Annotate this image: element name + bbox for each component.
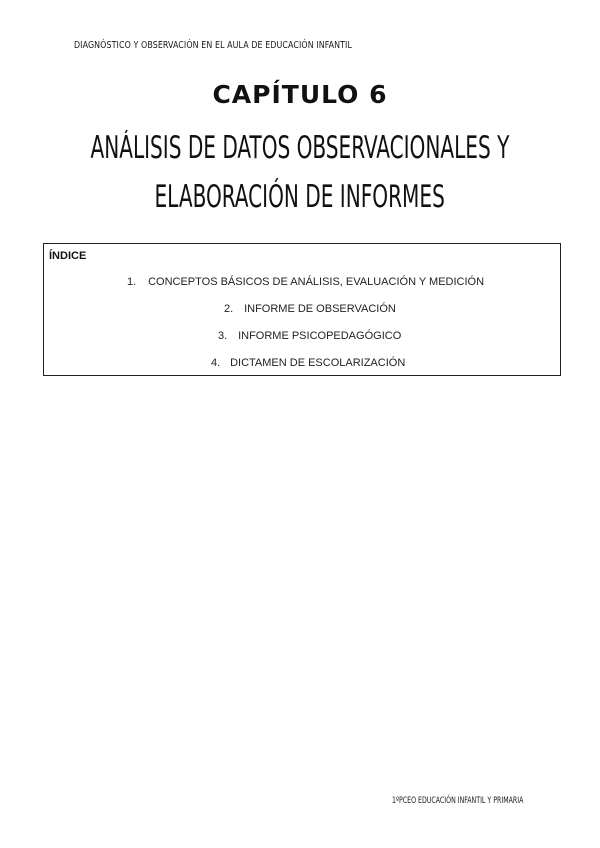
index-item-text: INFORME DE OBSERVACIÓN — [244, 303, 396, 315]
chapter-title-line-1 — [0, 124, 600, 173]
chapter-title — [0, 124, 600, 222]
index-item-number: 1. — [127, 276, 137, 288]
index-heading: ÍNDICE — [49, 250, 87, 262]
running-header: DIAGNÓSTICO Y OBSERVACIÓN EN EL AULA DE EDUCACIÓN INFANTIL — [74, 40, 352, 51]
chapter-title-line-2-text: ELABORACIÓN DE INFORMES — [154, 179, 446, 215]
chapter-title-line-1-text: ANÁLISIS DE DATOS OBSERVACIONALES Y — [90, 130, 510, 166]
index-item-number: 2. — [224, 303, 234, 315]
index-item-text: DICTAMEN DE ESCOLARIZACIÓN — [230, 357, 406, 369]
index-box — [43, 243, 561, 376]
index-item-4 — [211, 357, 405, 369]
footer-note: 1ºPCEO EDUCACIÓN INFANTIL Y PRIMARIA — [392, 796, 524, 806]
index-item-number: 3. — [218, 330, 228, 342]
chapter-label: CAPÍTULO 6 — [212, 80, 388, 109]
index-item-2 — [224, 303, 396, 315]
chapter-title-line-2 — [0, 173, 600, 222]
index-item-text: INFORME PSICOPEDAGÓGICO — [238, 330, 402, 342]
index-item-3 — [218, 330, 401, 342]
index-item-number: 4. — [211, 357, 221, 369]
index-item-text: CONCEPTOS BÁSICOS DE ANÁLISIS, EVALUACIÓN Y MEDICIÓN — [148, 276, 485, 288]
index-item-1 — [127, 276, 484, 288]
